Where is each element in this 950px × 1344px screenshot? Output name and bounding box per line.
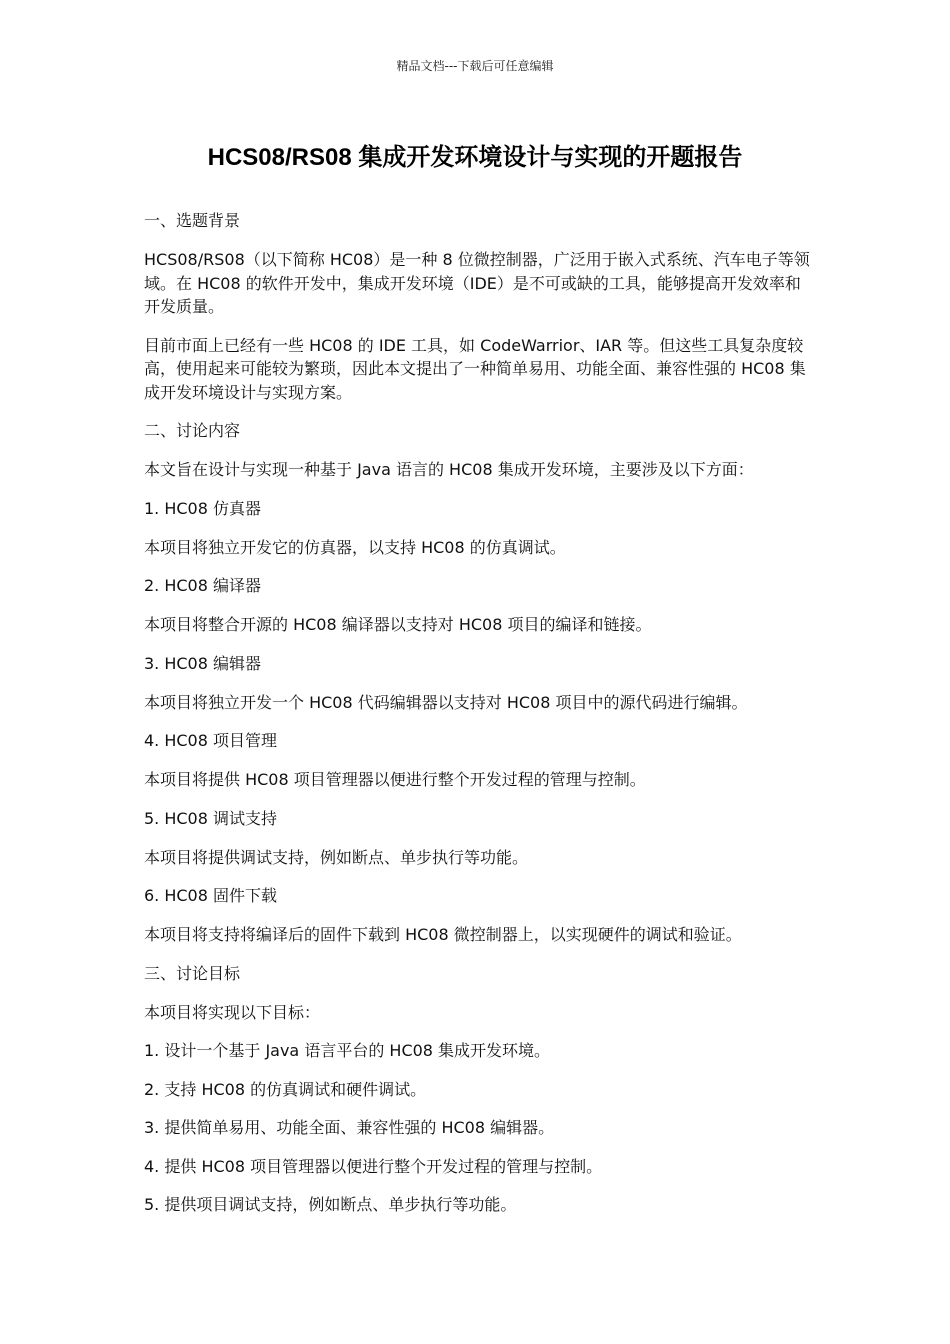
content-item-title: 4. HC08 项目管理 — [144, 731, 278, 750]
document-title: HCS08/RS08 集成开发环境设计与实现的开题报告 — [207, 144, 743, 171]
paragraph-background-2: 目前市面上已经有一些 HC08 的 IDE 工具，如 CodeWarrior、IAR 等。但这些工具复杂度较高，使用起来可能较为繁琐，因此本文提出了一种简单易用、功能全面、兼容性强的 HC08 集成开发环境设计与实现方案。 — [144, 335, 806, 402]
paragraph-content-intro: 本文旨在设计与实现一种基于 Java 语言的 HC08 集成开发环境，主要涉及以下方面： — [144, 460, 754, 479]
section-heading-background: 一、选题背景 — [144, 211, 241, 230]
goal-item: 1. 设计一个基于 Java 语言平台的 HC08 集成开发环境。 — [144, 1041, 551, 1060]
goal-item: 5. 提供项目调试支持，例如断点、单步执行等功能。 — [144, 1195, 517, 1214]
header-note: 精品文档---下载后可任意编辑 — [396, 59, 554, 73]
content-item-desc: 本项目将提供调试支持，例如断点、单步执行等功能。 — [144, 847, 529, 867]
content-item-desc: 本项目将独立开发它的仿真器，以支持 HC08 的仿真调试。 — [144, 537, 566, 557]
content-item-desc: 本项目将独立开发一个 HC08 代码编辑器以支持对 HC08 项目中的源代码进行编辑。 — [144, 692, 748, 712]
content-item-title: 5. HC08 调试支持 — [144, 808, 278, 828]
section-heading-content: 二、讨论内容 — [144, 421, 241, 440]
content-item-desc: 本项目将提供 HC08 项目管理器以便进行整个开发过程的管理与控制。 — [144, 770, 646, 789]
paragraph-background-1: HCS08/RS08（以下简称 HC08）是一种 8 位微控制器，广泛用于嵌入式系统、汽车电子等领域。在 HC08 的软件开发中，集成开发环境（IDE）是不可或缺的工具，能够提高开发效率和开发质量。 — [144, 250, 810, 316]
goal-item: 2. 支持 HC08 的仿真调试和硬件调试。 — [144, 1079, 427, 1099]
content-item-desc: 本项目将整合开源的 HC08 编译器以支持对 HC08 项目的编译和链接。 — [144, 615, 652, 634]
document-body — [144, 209, 810, 1232]
section-heading-goals: 三、讨论目标 — [144, 963, 241, 983]
content-item-title: 1. HC08 仿真器 — [144, 498, 262, 518]
content-item-title: 3. HC08 编辑器 — [144, 653, 262, 673]
paragraph-goals-intro: 本项目将实现以下目标： — [144, 1002, 321, 1022]
content-item-title: 2. HC08 编译器 — [144, 576, 262, 595]
content-item-desc: 本项目将支持将编译后的固件下载到 HC08 微控制器上，以实现硬件的调试和验证。 — [144, 925, 742, 944]
goal-item: 3. 提供简单易用、功能全面、兼容性强的 HC08 编辑器。 — [144, 1118, 555, 1137]
goal-item: 4. 提供 HC08 项目管理器以便进行整个开发过程的管理与控制。 — [144, 1156, 603, 1176]
content-item-title: 6. HC08 固件下载 — [144, 886, 278, 905]
